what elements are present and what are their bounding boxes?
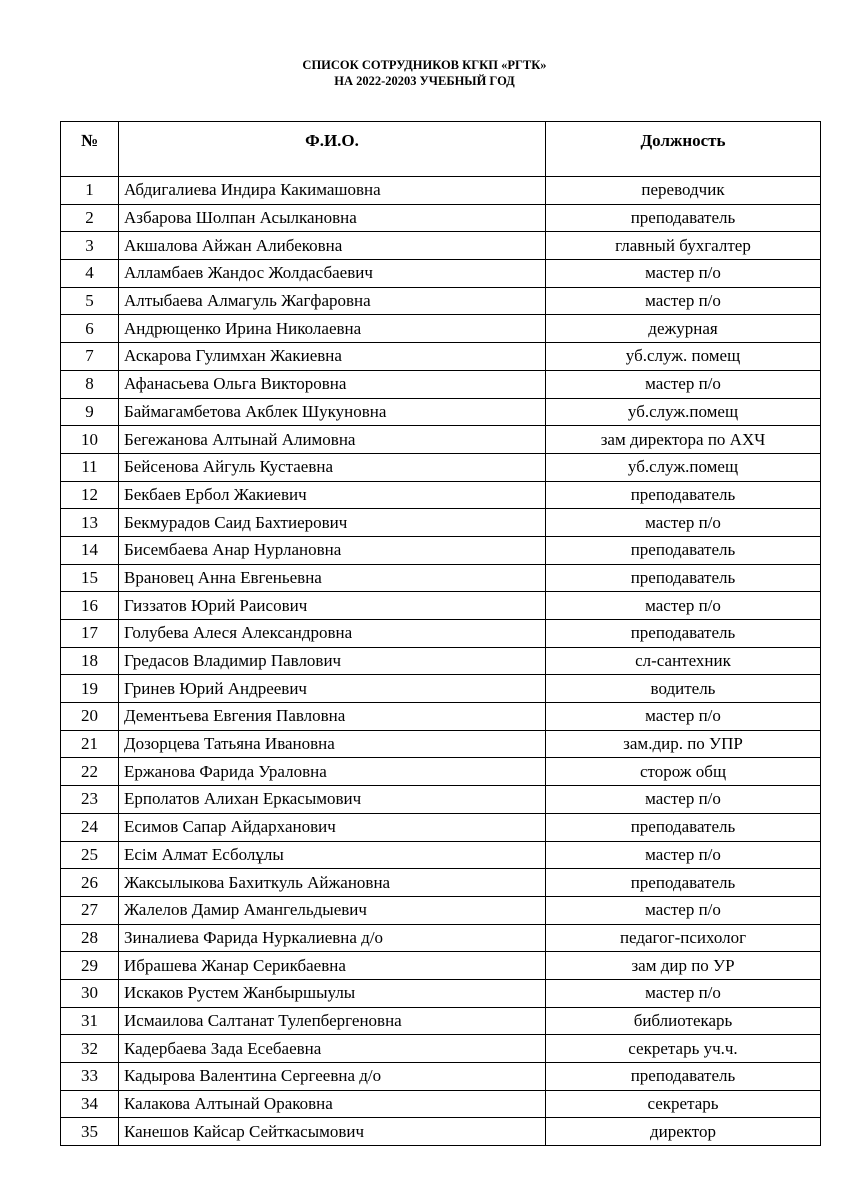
row-number: 14 [61, 536, 119, 564]
employee-position: педагог-психолог [546, 924, 821, 952]
employee-position: преподаватель [546, 620, 821, 648]
employee-position: сторож общ [546, 758, 821, 786]
table-row [61, 509, 821, 537]
column-header-position: Должность [546, 122, 821, 177]
employee-position: преподаватель [546, 204, 821, 232]
employee-position: мастер п/о [546, 592, 821, 620]
staff-table [60, 121, 821, 1146]
row-number: 13 [61, 509, 119, 537]
employee-position: преподаватель [546, 536, 821, 564]
employee-name: Есимов Сапар Айдарханович [119, 813, 546, 841]
row-number: 5 [61, 287, 119, 315]
table-row [61, 869, 821, 897]
row-number: 34 [61, 1090, 119, 1118]
table-row [61, 786, 821, 814]
table-row [61, 426, 821, 454]
employee-position: мастер п/о [546, 703, 821, 731]
employee-position: водитель [546, 675, 821, 703]
row-number: 1 [61, 177, 119, 205]
employee-name: Исмаилова Салтанат Тулепбергеновна [119, 1007, 546, 1035]
employee-name: Бегежанова Алтынай Алимовна [119, 426, 546, 454]
employee-position: мастер п/о [546, 260, 821, 288]
table-row [61, 177, 821, 205]
row-number: 19 [61, 675, 119, 703]
employee-name: Дементьева Евгения Павловна [119, 703, 546, 731]
row-number: 22 [61, 758, 119, 786]
row-number: 26 [61, 869, 119, 897]
employee-position: главный бухгалтер [546, 232, 821, 260]
table-row [61, 287, 821, 315]
employee-position: зам.дир. по УПР [546, 730, 821, 758]
employee-name: Дозорцева Татьяна Ивановна [119, 730, 546, 758]
row-number: 10 [61, 426, 119, 454]
table-row [61, 952, 821, 980]
title-line-1: СПИСОК СОТРУДНИКОВ КГКП «РГТК» [302, 58, 547, 72]
employee-position: преподаватель [546, 813, 821, 841]
row-number: 21 [61, 730, 119, 758]
employee-position: мастер п/о [546, 370, 821, 398]
table-row [61, 260, 821, 288]
employee-position: мастер п/о [546, 287, 821, 315]
row-number: 8 [61, 370, 119, 398]
employee-name: Гиззатов Юрий Раисович [119, 592, 546, 620]
row-number: 2 [61, 204, 119, 232]
employee-position: библиотекарь [546, 1007, 821, 1035]
table-body [61, 177, 821, 1146]
employee-name: Ибрашева Жанар Серикбаевна [119, 952, 546, 980]
employee-position: мастер п/о [546, 979, 821, 1007]
employee-name: Зиналиева Фарида Нуркалиевна д/о [119, 924, 546, 952]
document-title [0, 57, 849, 89]
table-header-row [61, 122, 821, 177]
row-number: 30 [61, 979, 119, 1007]
employee-name: Баймагамбетова Акблек Шукуновна [119, 398, 546, 426]
employee-name: Ержанова Фарида Ураловна [119, 758, 546, 786]
employee-name: Алламбаев Жандос Жолдасбаевич [119, 260, 546, 288]
table-row [61, 453, 821, 481]
table-row [61, 536, 821, 564]
row-number: 32 [61, 1035, 119, 1063]
employee-position: переводчик [546, 177, 821, 205]
table-row [61, 1035, 821, 1063]
employee-position: преподаватель [546, 869, 821, 897]
row-number: 27 [61, 896, 119, 924]
row-number: 3 [61, 232, 119, 260]
row-number: 35 [61, 1118, 119, 1146]
table-row [61, 758, 821, 786]
employee-name: Искаков Рустем Жанбыршыулы [119, 979, 546, 1007]
employee-position: сл-сантехник [546, 647, 821, 675]
employee-name: Алтыбаева Алмагуль Жагфаровна [119, 287, 546, 315]
column-header-number: № [61, 122, 119, 177]
row-number: 9 [61, 398, 119, 426]
table-row [61, 481, 821, 509]
employee-name: Врановец Анна Евгеньевна [119, 564, 546, 592]
employee-position: уб.служ.помещ [546, 453, 821, 481]
employee-position: секретарь уч.ч. [546, 1035, 821, 1063]
employee-position: мастер п/о [546, 841, 821, 869]
row-number: 28 [61, 924, 119, 952]
table-row [61, 315, 821, 343]
employee-position: преподаватель [546, 564, 821, 592]
row-number: 18 [61, 647, 119, 675]
employee-position: мастер п/о [546, 896, 821, 924]
employee-name: Жалелов Дамир Амангельдыевич [119, 896, 546, 924]
row-number: 16 [61, 592, 119, 620]
employee-name: Есім Алмат Есболұлы [119, 841, 546, 869]
employee-position: дежурная [546, 315, 821, 343]
title-line-2: НА 2022-20203 УЧЕБНЫЙ ГОД [334, 74, 515, 88]
employee-position: мастер п/о [546, 786, 821, 814]
employee-position: директор [546, 1118, 821, 1146]
employee-name: Бисембаева Анар Нурлановна [119, 536, 546, 564]
employee-position: зам директора по АХЧ [546, 426, 821, 454]
table-row [61, 1090, 821, 1118]
employee-name: Азбарова Шолпан Асылкановна [119, 204, 546, 232]
table-row [61, 370, 821, 398]
table-row [61, 592, 821, 620]
employee-position: уб.служ. помещ [546, 343, 821, 371]
employee-name: Аскарова Гулимхан Жакиевна [119, 343, 546, 371]
row-number: 17 [61, 620, 119, 648]
employee-name: Канешов Кайсар Сейткасымович [119, 1118, 546, 1146]
row-number: 6 [61, 315, 119, 343]
row-number: 20 [61, 703, 119, 731]
employee-name: Жаксылыкова Бахиткуль Айжановна [119, 869, 546, 897]
employee-name: Калакова Алтынай Ораковна [119, 1090, 546, 1118]
row-number: 33 [61, 1063, 119, 1091]
table-row [61, 564, 821, 592]
table-row [61, 730, 821, 758]
row-number: 4 [61, 260, 119, 288]
table-row [61, 813, 821, 841]
table-row [61, 647, 821, 675]
employee-name: Гредасов Владимир Павлович [119, 647, 546, 675]
table-row [61, 896, 821, 924]
employee-name: Голубева Алеся Александровна [119, 620, 546, 648]
table-row [61, 1118, 821, 1146]
table-row [61, 204, 821, 232]
table-row [61, 232, 821, 260]
table-row [61, 343, 821, 371]
table-row [61, 924, 821, 952]
row-number: 12 [61, 481, 119, 509]
employee-name: Бекбаев Ербол Жакиевич [119, 481, 546, 509]
employee-name: Бекмурадов Саид Бахтиерович [119, 509, 546, 537]
employee-name: Акшалова Айжан Алибековна [119, 232, 546, 260]
row-number: 23 [61, 786, 119, 814]
table-row [61, 979, 821, 1007]
employee-position: зам дир по УР [546, 952, 821, 980]
table-row [61, 841, 821, 869]
employee-position: преподаватель [546, 1063, 821, 1091]
table-row [61, 1007, 821, 1035]
employee-name: Кадербаева Зада Есебаевна [119, 1035, 546, 1063]
row-number: 25 [61, 841, 119, 869]
employee-position: секретарь [546, 1090, 821, 1118]
table-row [61, 703, 821, 731]
row-number: 11 [61, 453, 119, 481]
table-row [61, 620, 821, 648]
employee-name: Бейсенова Айгуль Кустаевна [119, 453, 546, 481]
row-number: 15 [61, 564, 119, 592]
table-row [61, 1063, 821, 1091]
employee-name: Абдигалиева Индира Какимашовна [119, 177, 546, 205]
row-number: 7 [61, 343, 119, 371]
column-header-name: Ф.И.О. [119, 122, 546, 177]
employee-position: уб.служ.помещ [546, 398, 821, 426]
employee-name: Андрющенко Ирина Николаевна [119, 315, 546, 343]
employee-name: Гринев Юрий Андреевич [119, 675, 546, 703]
employee-name: Афанасьева Ольга Викторовна [119, 370, 546, 398]
employee-position: преподаватель [546, 481, 821, 509]
row-number: 31 [61, 1007, 119, 1035]
employee-name: Кадырова Валентина Сергеевна д/о [119, 1063, 546, 1091]
employee-position: мастер п/о [546, 509, 821, 537]
row-number: 29 [61, 952, 119, 980]
employee-name: Ерполатов Алихан Еркасымович [119, 786, 546, 814]
table-row [61, 398, 821, 426]
table-row [61, 675, 821, 703]
row-number: 24 [61, 813, 119, 841]
